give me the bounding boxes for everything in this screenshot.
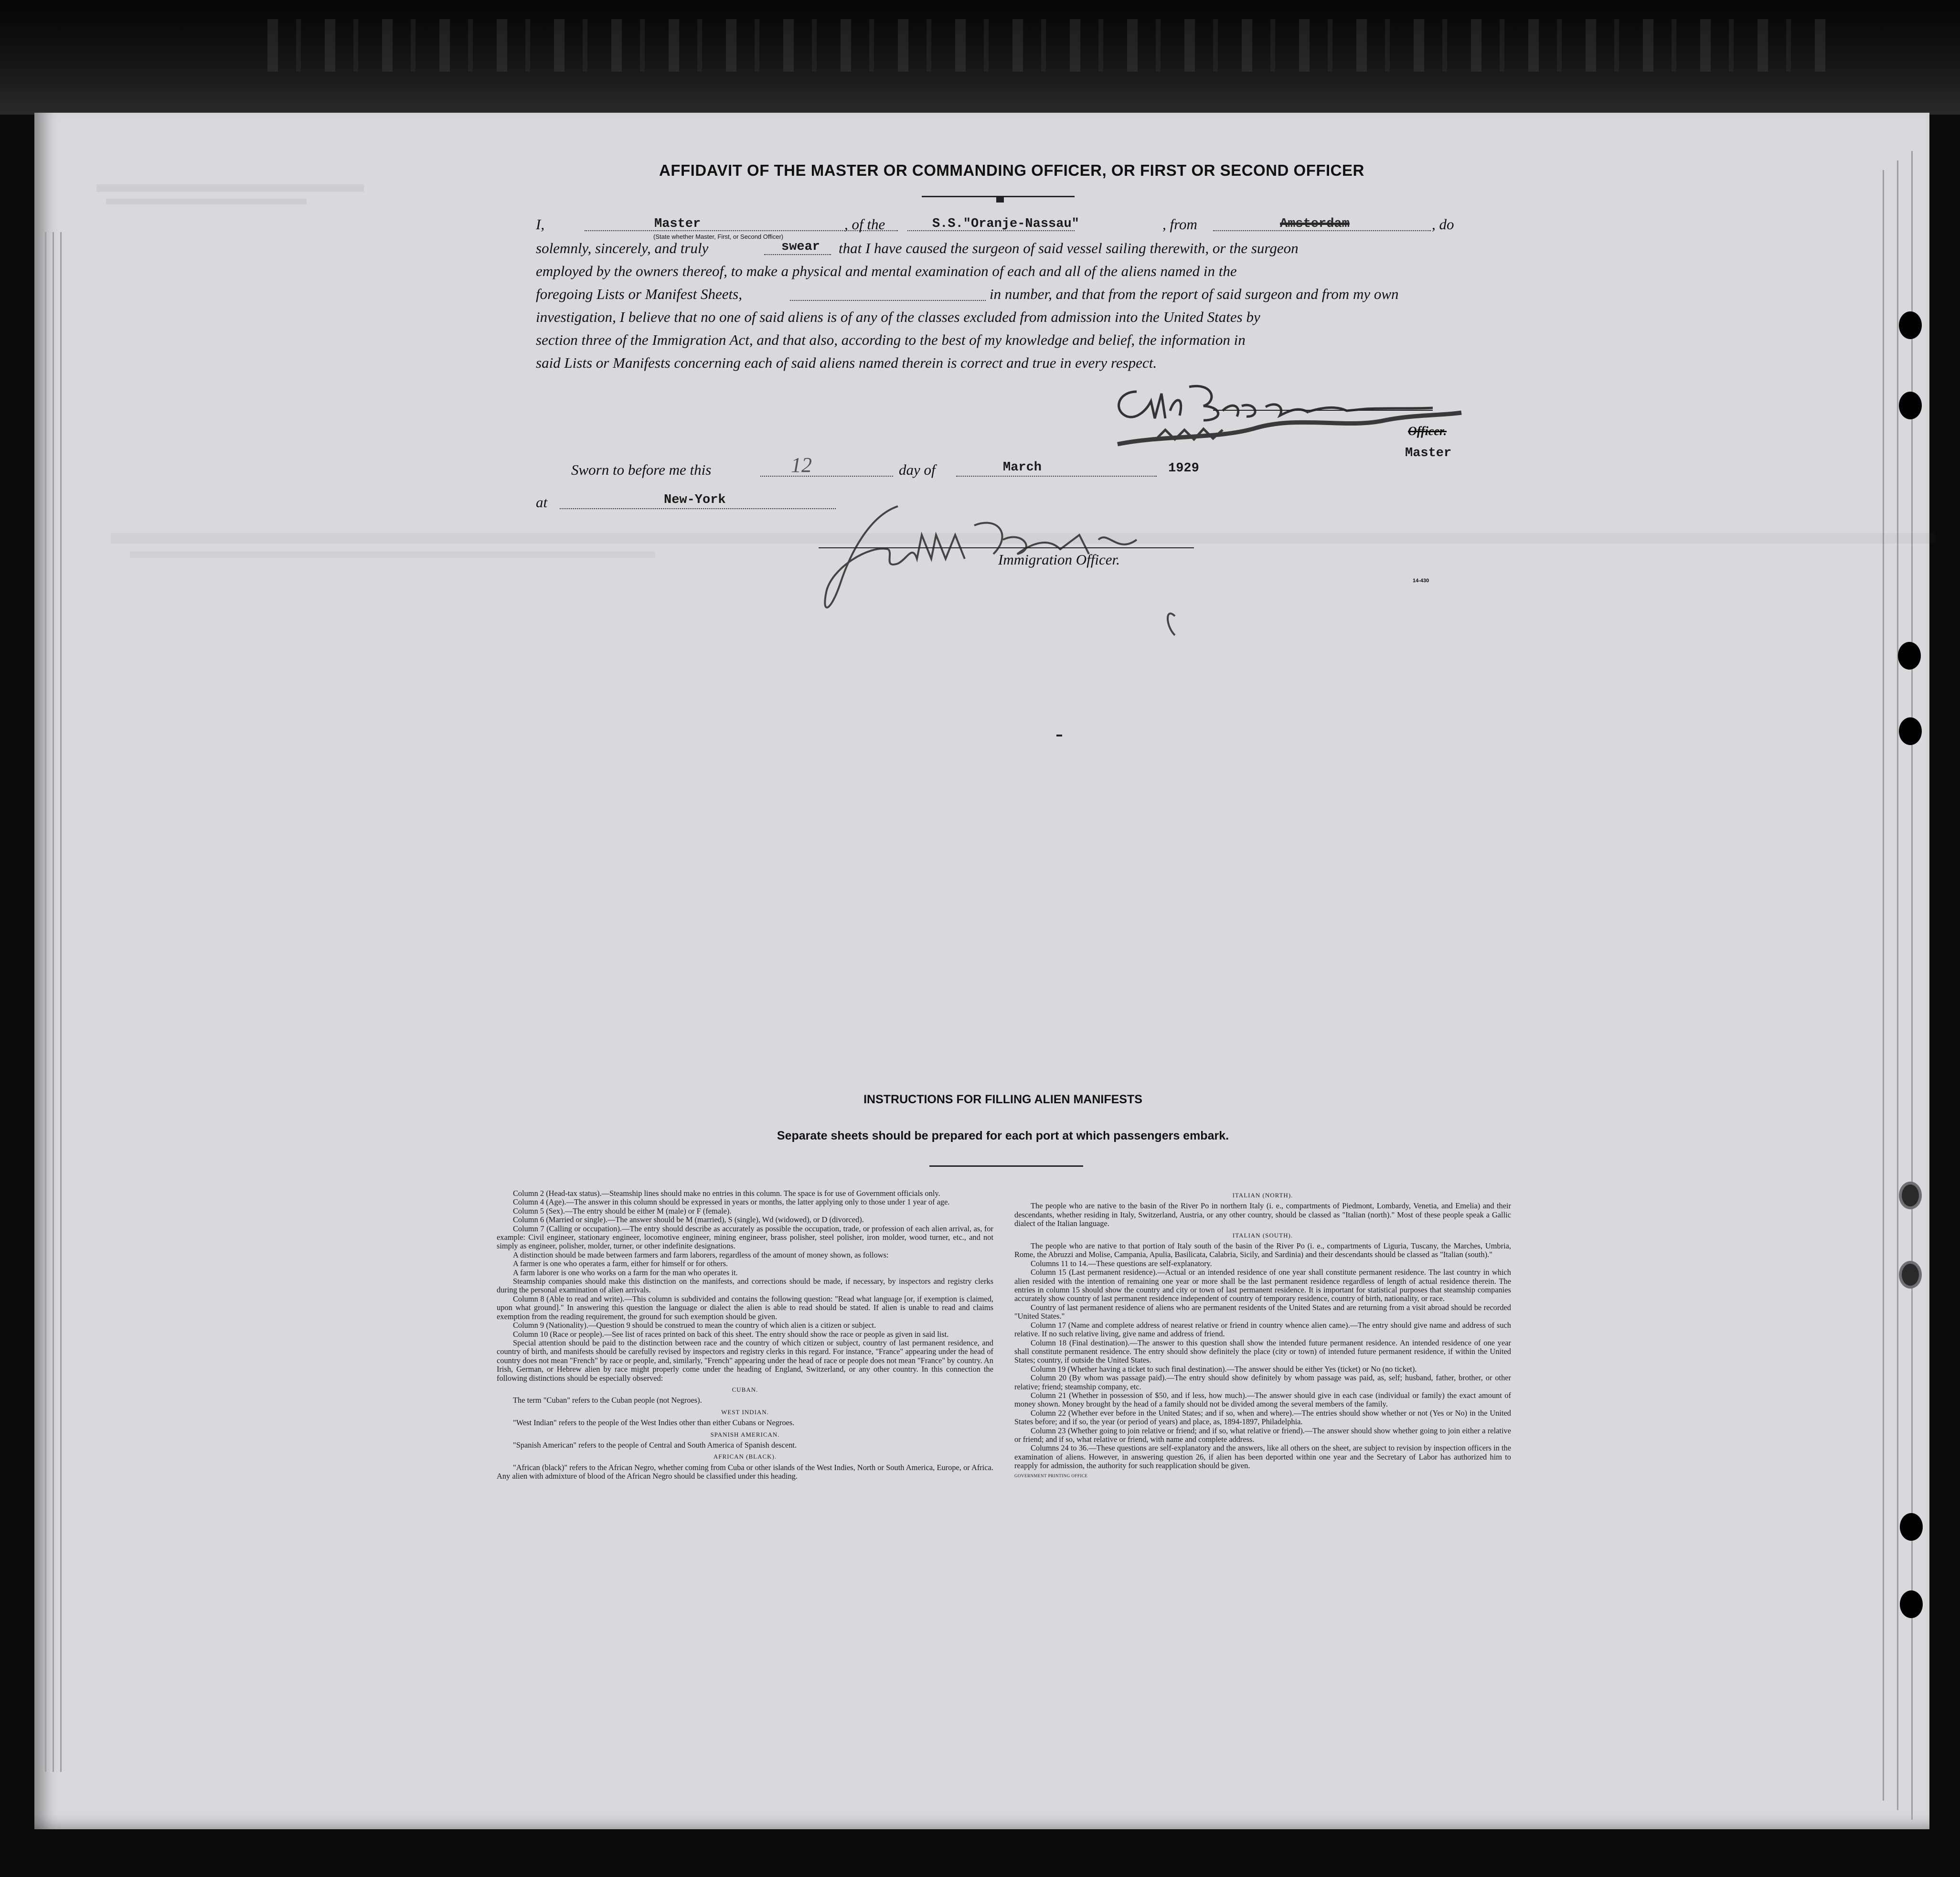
binder-hole — [1900, 1513, 1923, 1541]
form-number: 14-430 — [1413, 578, 1429, 584]
immigration-officer-signature-line — [819, 547, 1194, 548]
instruction-paragraph: Column 22 (Whether ever before in the United States; and if so, when and where).—The entries should show whether or not (Yes or No) in the United States before; and if so, the year (or period of years) and place, as, 1894-1897, Philadelphia. — [1014, 1408, 1511, 1427]
instruction-paragraph: Column 20 (By whom was passage paid).—The entry should show definitely by whom passage was paid, as, self; husband, father, brother, or other relative; friend; steamship company, etc. — [1014, 1373, 1511, 1391]
instruction-paragraph: Column 4 (Age).—The answer in this column should be expressed in years or months, the latter applying only to those under 1 year of age. — [513, 1197, 950, 1207]
instruction-paragraph: "West Indian" refers to the people of the West Indies other than either Cubans or Negroes. — [513, 1418, 795, 1428]
binder-hole — [1899, 1182, 1922, 1209]
affidavit-line-5: investigation, I believe that no one of said aliens is of any of the classes excluded from admission into the United States by — [536, 309, 1260, 325]
instruction-paragraph: Column 2 (Head-tax status).—Steamship lines should make no entries in this column. The space is for use of Government officials only. — [513, 1189, 940, 1198]
binder-hole — [1899, 392, 1922, 419]
stacked-sheet-edge — [1883, 170, 1884, 1801]
instruction-paragraph: "African (black)" refers to the African Negro, whether coming from Cuba or other islands of the West Indies, North or South America, Europe, or Africa. Any alien with admixture of blood of the African Negro should be classified under this heading. — [497, 1462, 993, 1481]
oath-word-value: swear — [781, 240, 820, 254]
affidavit-line-6: section three of the Immigration Act, and that also, according to the best of my knowledge and belief, the information in — [536, 331, 1246, 348]
aliens-count-field — [790, 286, 986, 301]
instruction-paragraph: Column 23 (Whether going to join relative or friend; and if so, what relative or friend).—The answer should show whether going to join either a relative or friend; and if so, what relative or friend, with name and complete address. — [1014, 1426, 1511, 1444]
i-label: I, — [536, 216, 545, 233]
instruction-paragraph: Column 19 (Whether having a ticket to such final destination).—The answer should be either Yes (ticket) or No (no ticket). — [1031, 1364, 1417, 1374]
sworn-day-value: 12 — [791, 453, 812, 477]
binder-hole — [1899, 717, 1922, 745]
instruction-paragraph: Column 10 (Race or people).—See list of races printed on back of this sheet. The entry should show the race or people as given in said list. — [513, 1329, 949, 1339]
affidavit-title: AFFIDAVIT OF THE MASTER OR COMMANDING OFFICER, OR FIRST OR SECOND OFFICER — [659, 161, 1364, 179]
binder-hole — [1898, 642, 1921, 670]
sworn-month-value: March — [1003, 460, 1042, 475]
instruction-paragraph: The people who are native to that portion of Italy south of the basin of the River Po (i. e., compartments of Liguria, Tuscany, the Marches, Umbria, Rome, the Abruzzi and Molise, Campania, Apulia, Basilicata, Calabria, Sicily, and Sardinia) and their descendants should be classed as "Italian (south)." — [1014, 1241, 1511, 1259]
immigration-officer-signature — [812, 497, 1223, 640]
binder-hole — [1899, 1261, 1922, 1289]
instruction-paragraph: A farmer is one who operates a farm, either for himself or for others. — [513, 1259, 728, 1269]
printing-office-imprint: GOVERNMENT PRINTING OFFICE — [1014, 1473, 1088, 1478]
sworn-month-field — [956, 461, 1157, 477]
port-value: Amsterdam — [1280, 217, 1350, 231]
section-heading-west-indian: WEST INDIAN. — [721, 1408, 769, 1416]
instruction-paragraph: Column 5 (Sex).—The entry should be either M (male) or F (female). — [513, 1206, 732, 1216]
sworn-line — [571, 461, 1240, 479]
instruction-paragraph: Column 8 (Able to read and write).—This column is subdivided and contains the following question: "Read what language [or, if exemption is claimed, upon what ground]." In answering this question the language or dialect the alien is able to read should be stated. If alien is unable to read and claims exemption from the reading requirement, the ground for such exemption should be given. — [497, 1294, 993, 1321]
instruction-paragraph: Column 7 (Calling or occupation).—The entry should describe as accurately as possible the occupation, trade, or profession of each alien arrival, as, for example: Civil engineer, stationary engineer, locomotive engineer, mining engineer, brass polisher, steel polisher, iron molder, wood turner, etc., and not simply as engineer, polisher, molder, turner, or other indefinite designations. — [497, 1224, 993, 1251]
master-signature — [1098, 373, 1471, 459]
instruction-paragraph: Column 21 (Whether in possession of $50, and if less, how much).—The answer should give in each case (individual or family) the exact amount of money shown. Money brought by the head of a family should not be divided among the several members of the family. — [1014, 1390, 1511, 1409]
line-2-text: that I have caused the surgeon of said vessel sailing therewith, or the surgeon — [839, 240, 1299, 256]
line-4-b-text: in number, and that from the report of said surgeon and from my own — [990, 286, 1399, 302]
instruction-paragraph: Column 6 (Married or single).—The answer should be M (married), S (single), Wd (widowed), or D (divorced). — [513, 1215, 864, 1225]
title-divider-tick — [996, 196, 1004, 203]
stacked-sheet-edge — [1897, 160, 1898, 1810]
stacked-sheet-edge — [53, 232, 54, 1772]
officer-label-struck: Officer. — [1408, 424, 1447, 438]
instruction-paragraph: Columns 11 to 14.—These questions are self-explanatory. — [1031, 1258, 1212, 1268]
instruction-paragraph: Steamship companies should make this distinction on the manifests, and corrections should be made, if necessary, by inspectors and registry clerks during the personal examination of alien arrivals. — [497, 1277, 993, 1295]
instruction-paragraph: Column 9 (Nationality).—Question 9 should be construed to mean the country of which alien is a citizen or subject. — [513, 1321, 876, 1330]
at-label: at — [536, 494, 548, 511]
affidavit-line-2 — [536, 240, 1462, 257]
do-label: , do — [1432, 216, 1454, 233]
bleed-through-line — [130, 551, 655, 558]
bleed-through-line — [106, 199, 307, 204]
instructions-subtitle: Separate sheets should be prepared for each port at which passengers embark. — [777, 1129, 1229, 1142]
instructions-title: INSTRUCTIONS FOR FILLING ALIEN MANIFESTS — [863, 1093, 1142, 1106]
binder-hole — [1900, 1590, 1923, 1618]
officer-signature-line — [1213, 410, 1433, 411]
bleed-through-text — [267, 19, 1843, 72]
instruction-paragraph: The term "Cuban" refers to the Cuban people (not Negroes). — [513, 1396, 702, 1405]
sworn-year-value: 1929 — [1168, 461, 1199, 476]
instructions-divider — [929, 1165, 1083, 1167]
vessel-name-value: S.S."Oranje-Nassau" — [932, 217, 1079, 231]
instructions-left-column — [497, 1189, 993, 1481]
instructions-right-column — [1014, 1191, 1511, 1480]
solemnly-text: solemnly, sincerely, and truly — [536, 240, 709, 256]
section-heading-african: AFRICAN (BLACK). — [713, 1453, 777, 1461]
instruction-paragraph: "Spanish American" refers to the people of Central and South America of Spanish descent. — [513, 1440, 797, 1450]
stacked-sheet-edge — [60, 232, 62, 1772]
place-value: New-York — [664, 493, 726, 507]
sworn-label: Sworn to before me this — [571, 461, 712, 478]
stray-mark — [1056, 735, 1062, 736]
line-4-a-text: foregoing Lists or Manifest Sheets, — [536, 286, 742, 302]
binder-hole — [1899, 311, 1922, 339]
instruction-paragraph: Country of last permanent residence of aliens who are permanent residents of the United States and are returning from a visit abroad should be recorded "United States." — [1014, 1302, 1511, 1321]
instruction-paragraph: A distinction should be made between farmers and farm laborers, regardless of the amount of money shown, as follows: — [513, 1250, 889, 1259]
affidavit-line-7: said Lists or Manifests concerning each of said aliens named therein is correct and true in every respect. — [536, 354, 1157, 371]
day-of-label: day of — [899, 461, 936, 478]
instruction-paragraph: Special attention should be paid to the distinction between race and the country of which citizen or subject, country of last permanent residence, and country of birth, and manifests should be carefully revised by inspectors and registry clerks in this regard. For instance, "France" appearing under the head of country does not mean "French" by race or people, and, similarly, "French" appearing under the head of race or people does not mean "France" by country. An Irish, German, or Hebrew alien by race might properly come under the heading of England, Switzerland, or any other country. In this connection the following distinctions should be especially observed: — [497, 1338, 993, 1383]
affidavit-line-3: employed by the owners thereof, to make a physical and mental examination of each and all of the aliens named in the — [536, 263, 1237, 279]
stacked-sheet-edge — [45, 232, 46, 1772]
instruction-paragraph: The people who are native to the basin of the River Po in northern Italy (i. e., compartments of Piedmont, Lombardy, Venetia, and Emelia) and their descendants, whether residing in Italy, Switzerland, Austria, or any other country, should be classed as "Italian (north)." Most of these people speak a Gallic dialect of the Italian language. — [1014, 1201, 1511, 1228]
instruction-paragraph: Column 15 (Last permanent residence).—Actual or an intended residence of one year shall constitute permanent residence. The last country in which alien resided with the intention of remaining one year or more shall be the last permanent residence regardless of length of actual residence therein. The entries in column 15 should show the country and city or town of last permanent residence. It is important for statistical purposes that steamship companies accurately show country of last permanent residence independent of country of temporary residence, country of birth, nationality, or race. — [1014, 1268, 1511, 1303]
affidavit-line-4 — [536, 286, 1462, 303]
section-heading-italian-north: ITALIAN (NORTH). — [1232, 1192, 1293, 1199]
immigration-officer-label: Immigration Officer. — [998, 551, 1120, 568]
from-label: , from — [1162, 216, 1197, 233]
scan-border-top — [0, 0, 1960, 115]
officer-rank-value: Master — [654, 217, 701, 231]
instruction-paragraph: Columns 24 to 36.—These questions are self-explanatory and the answers, like all others on the sheet, are subject to revision by inspection officers in the examination of aliens. However, in answering question 26, if alien has been deported within one year and the Secretary of Labor has authorized him to reapply for admission, the authority for such reapplication should be given. — [1014, 1443, 1511, 1471]
officer-title-typed: Master — [1405, 446, 1452, 460]
rank-instruction-note: (State whether Master, First, or Second Officer) — [653, 233, 784, 240]
section-heading-spanish-american: SPANISH AMERICAN. — [710, 1430, 780, 1438]
instruction-paragraph: Column 18 (Final destination).—The answer to this question shall show the intended future permanent residence. An intended residence of one year shall constitute permanent residence. The entry should show definitely the place (city or town) of intended future permanent residence, if within the United States; country, if outside the United States. — [1014, 1338, 1511, 1365]
section-heading-cuban: CUBAN. — [732, 1386, 758, 1393]
bleed-through-line — [96, 184, 364, 192]
instruction-paragraph: A farm laborer is one who works on a farm for the man who operates it. — [513, 1268, 738, 1277]
section-heading-italian-south: ITALIAN (SOUTH). — [1232, 1231, 1293, 1239]
instruction-paragraph: Column 17 (Name and complete address of nearest relative or friend in country whence alien came).—The entry should give name and address of such relative. If no such relative living, give name and address of friend. — [1014, 1320, 1511, 1339]
of-the-label: , of the — [844, 216, 885, 233]
